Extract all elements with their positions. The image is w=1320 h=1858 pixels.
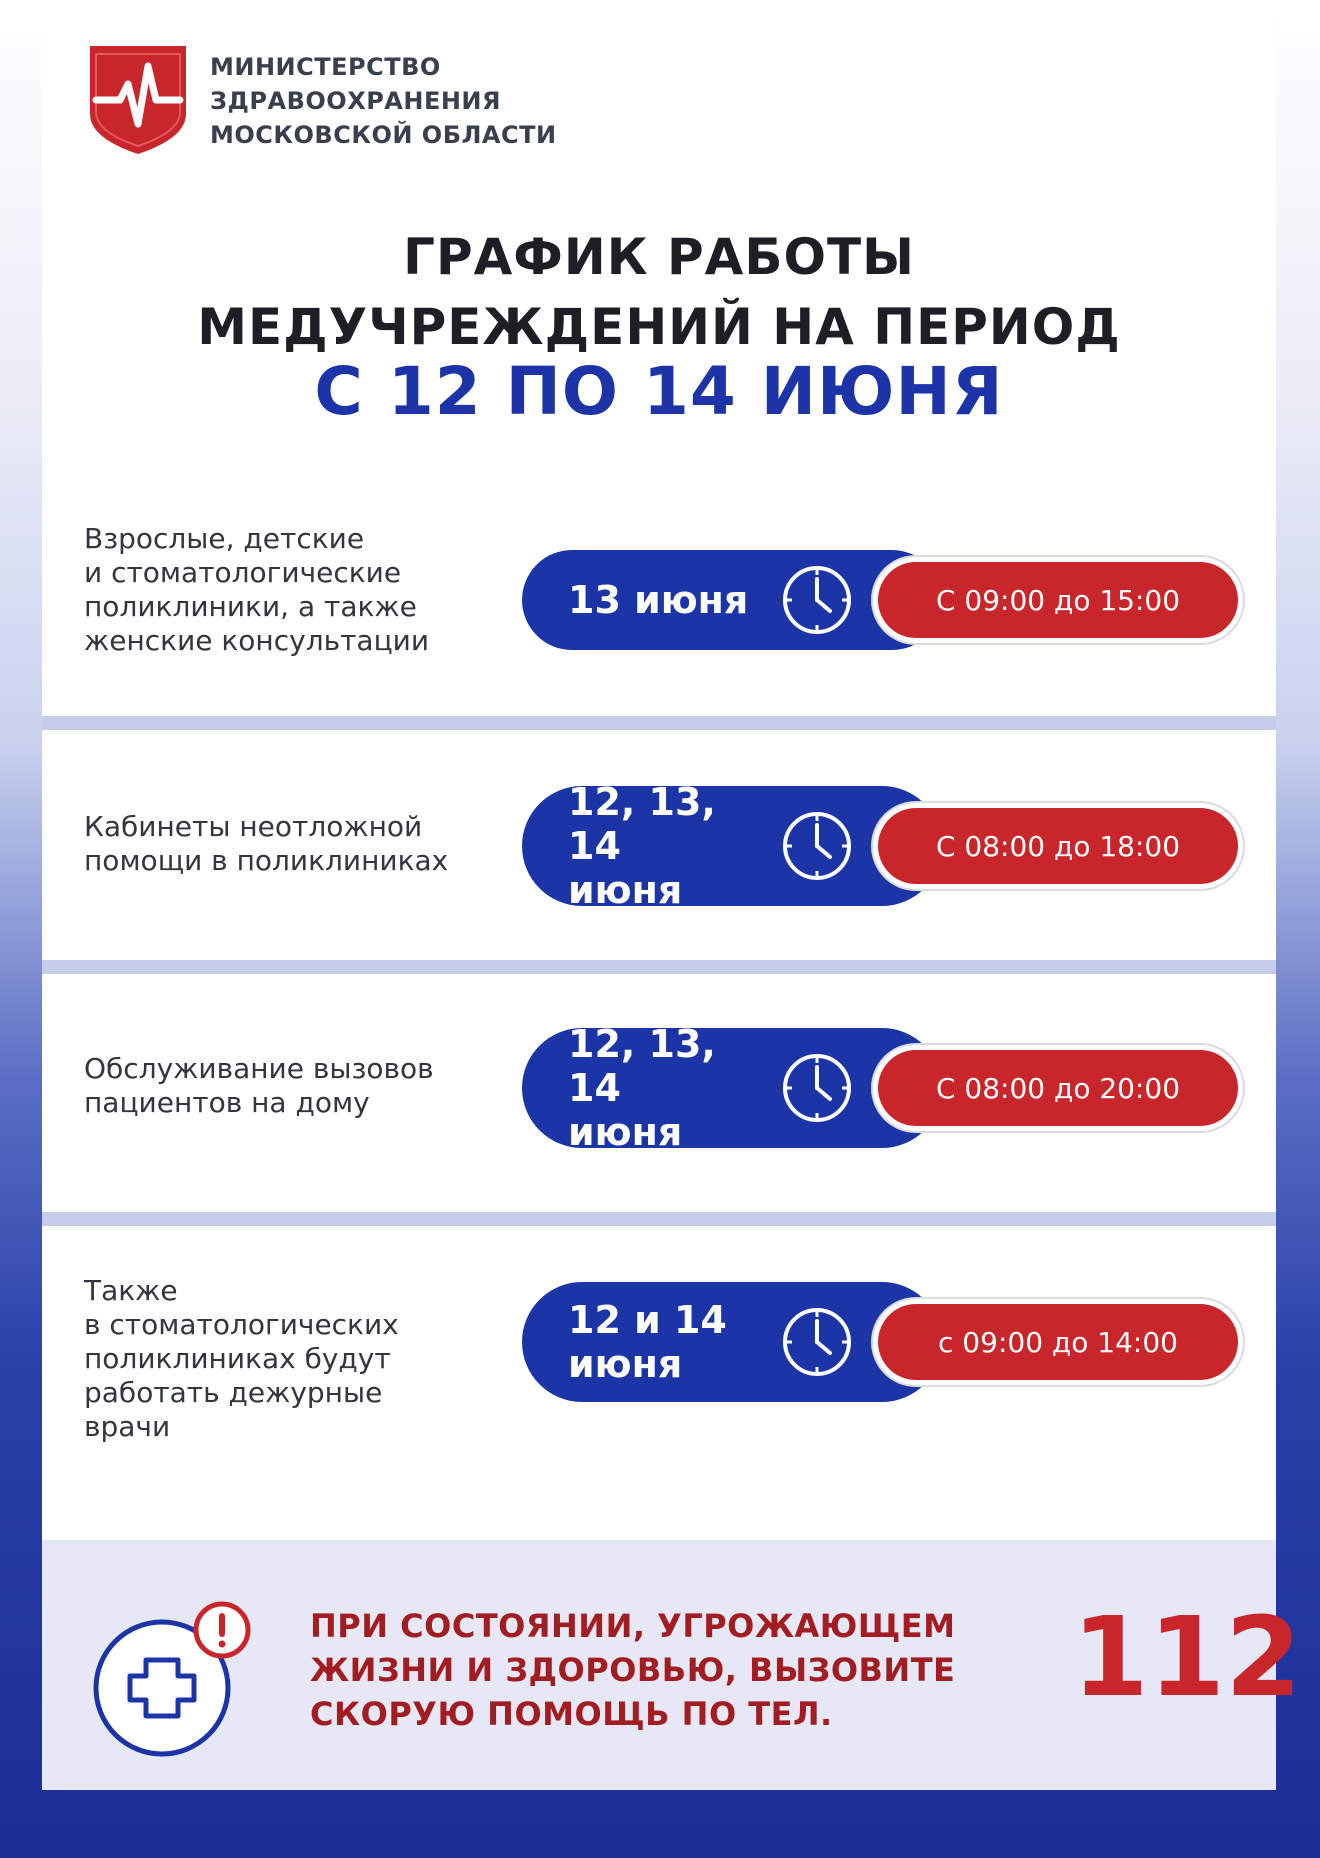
period-subtitle: С 12 ПО 14 ИЮНЯ <box>314 353 1004 430</box>
ministry-line: МОСКОВСКОЙ ОБЛАСТИ <box>210 121 557 149</box>
time-badge: С 09:00 до 15:00 <box>878 562 1238 638</box>
ministry-line: МИНИСТЕРСТВО <box>210 53 441 81</box>
row-description: Обслуживание вызовов пациентов на дому <box>84 1052 434 1119</box>
schedule-card <box>42 0 1302 1790</box>
time-badge: С 08:00 до 18:00 <box>878 808 1238 884</box>
time-badge: С 08:00 до 20:00 <box>878 1050 1238 1126</box>
warning-line: ЖИЗНИ И ЗДОРОВЬЮ, ВЫЗОВИТЕ <box>310 1651 956 1689</box>
clock-icon <box>780 1305 854 1379</box>
page-title <box>42 222 1276 362</box>
emergency-footer <box>42 1540 1302 1790</box>
title-line: ГРАФИК РАБОТЫ <box>403 228 915 286</box>
medical-cross-alert-icon <box>86 1590 266 1760</box>
date-label: 12, 13, 14 июня <box>568 1022 716 1154</box>
row-divider <box>42 1212 1276 1226</box>
date-label: 12 и 14 июня <box>568 1298 727 1386</box>
ministry-line: ЗДРАВООХРАНЕНИЯ <box>210 87 501 115</box>
title-line: МЕДУЧРЕЖДЕНИЙ НА ПЕРИОД <box>197 298 1121 356</box>
ministry-name <box>210 50 557 152</box>
row-description: Кабинеты неотложной помощи в поликлиниках <box>84 810 449 877</box>
warning-line: ПРИ СОСТОЯНИИ, УГРОЖАЮЩЕМ <box>310 1607 956 1645</box>
heartbeat-shield-icon <box>86 40 190 158</box>
date-label: 13 июня <box>568 578 749 622</box>
clock-icon <box>780 1051 854 1125</box>
row-description: Также в стоматологических поликлиниках будут работать дежурные врачи <box>84 1274 399 1443</box>
warning-line: СКОРУЮ ПОМОЩЬ ПО ТЕЛ. <box>310 1695 833 1733</box>
schedule-row <box>42 1226 1276 1540</box>
row-description: Взрослые, детские и стоматологические поликлиники, а также женские консультации <box>84 522 430 657</box>
emergency-phone-number: 112 <box>1072 1593 1302 1721</box>
schedule-row <box>42 500 1276 710</box>
schedule-row <box>42 730 1276 960</box>
emergency-warning <box>310 1604 955 1736</box>
row-divider <box>42 716 1276 730</box>
row-divider <box>42 960 1276 974</box>
clock-icon <box>780 809 854 883</box>
date-label: 12, 13, 14 июня <box>568 780 716 912</box>
time-badge: с 09:00 до 14:00 <box>878 1304 1238 1380</box>
clock-icon <box>780 563 854 637</box>
schedule-row <box>42 974 1276 1210</box>
